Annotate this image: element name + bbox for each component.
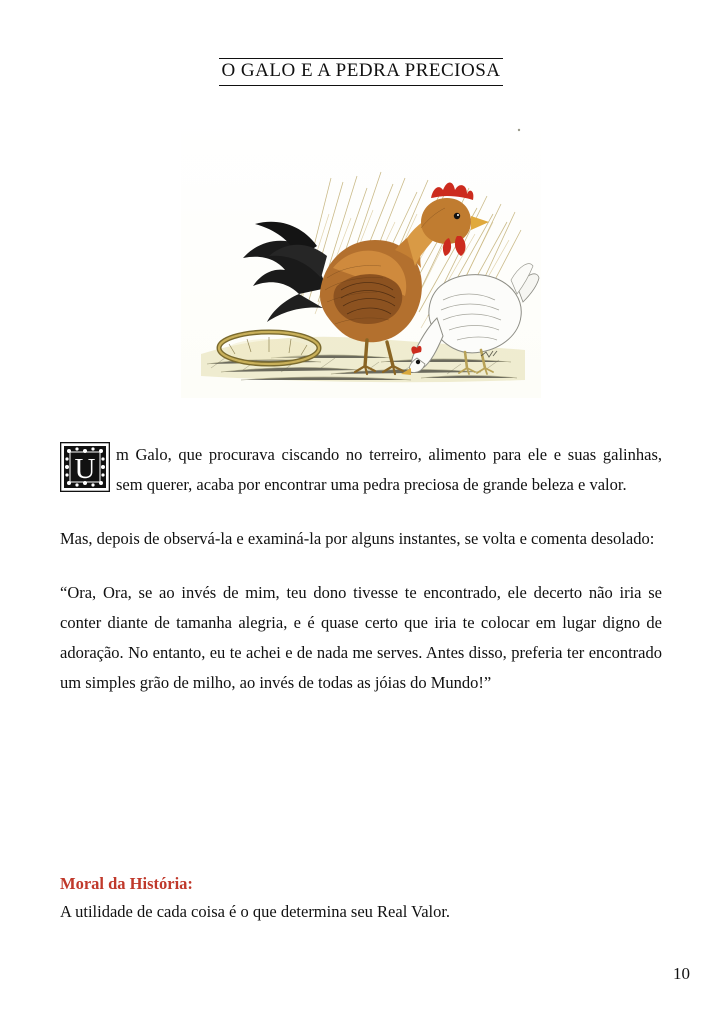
- moral-section: [60, 872, 662, 925]
- moral-text: A utilidade de cada coisa é o que determina seu Real Valor.: [60, 901, 451, 921]
- paragraph-1-text: m Galo, que procurava ciscando no terreiro, alimento para ele e suas galinhas, sem querer, acaba por encontrar uma pedra preciosa de grande beleza e valor.: [116, 445, 662, 495]
- page-number: 10: [673, 964, 690, 983]
- paragraph-2: Mas, depois de observá-la e examiná-la por alguns instantes, se volta e comenta desolado:: [60, 529, 655, 549]
- moral-label: Moral da História:: [60, 874, 193, 893]
- svg-text:U: U: [74, 453, 96, 485]
- drop-cap-ornament: [60, 442, 110, 492]
- story-body: [60, 440, 662, 698]
- page-title-container: [0, 58, 722, 86]
- page-title: O GALO E A PEDRA PRECIOSA: [219, 58, 502, 86]
- illustration-rooster-and-hen: [181, 118, 541, 398]
- paragraph-3: “Ora, Ora, se ao invés de mim, teu dono tivesse te encontrado, ele decerto não iria se conter diante de tamanha alegria, e é quase certo que iria te colocar em lugar digno de adoração. No entanto, eu te achei e de nada me serves. Antes disso, preferia ter encontrado um simples grão de milho, ao invés de todas as jóias do Mundo!”: [60, 583, 662, 693]
- paragraph-1: [60, 440, 662, 500]
